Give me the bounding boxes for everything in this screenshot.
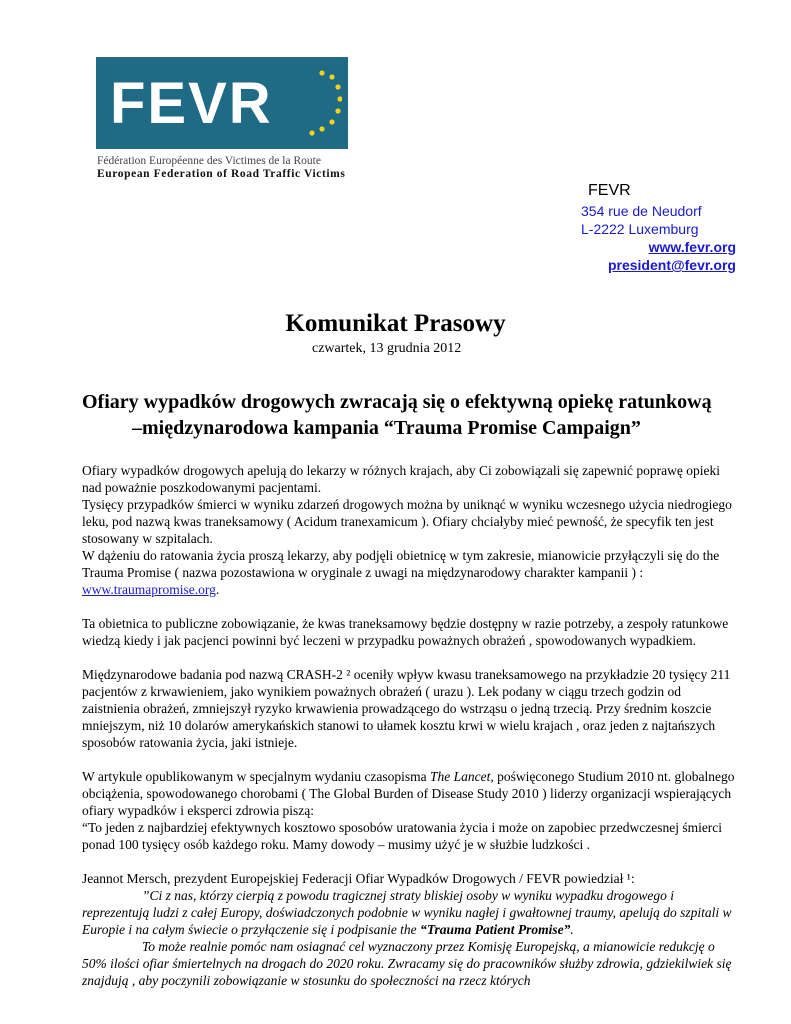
paragraph-3: Międzynarodowe badania pod nazwą CRASH-2 ² oceniły wpływ kwasu traneksamowego na przykładzie 20 tysięcy 211 pacjentów z krwawieniem, jako wynikiem poważnych obrażeń ( urazu ). Lek podany w ciągu trzech godzin od zaistnienia obrażeń, zmniejszył ryzyko krwawienia prowadzącego do wstrząsu o jedną trzecią. Przy średnim koszcie mniejszym, niż 10 dolarów amerykańskich stanowi to ułamek kosztu krwi w wielu krajach , oraz jeden z najtańszych sposobów ratowania życia, jaki istnieje. — [82, 667, 731, 750]
paragraph-4-start: W artykule opublikowanym w specjalnym wydaniu czasopisma — [82, 769, 431, 784]
journal-name: The Lancet, — [430, 769, 494, 784]
fevr-logo — [96, 57, 348, 149]
quote-a-bold: “Trauma Patient Promise” — [420, 922, 571, 937]
paragraph-2: Ta obietnica to publiczne zobowiązanie, że kwas traneksamowy będzie dostępny w razie potrzeby, a zespoły ratunkowe wiedzą kiedy i jak pacjenci powinni być leczeni w przypadku poważnych obrażeń , spowodowanych wypadkiem. — [82, 616, 729, 648]
contact-name: FEVR — [588, 182, 631, 199]
paragraph-1b: Tysięcy przypadków śmierci w wyniku zdarzeń drogowych można by uniknąć w wyniku wczesnego użycia niedrogiego leku, pod nazwą kwas traneksamowy ( Acidum tranexamicum ). Ofiary chciałyby mieć pewność, że specyfik ten jest stosowany w szpitalach. — [82, 497, 732, 546]
paragraph-4-quote: “To jeden z najbardziej efektywnych kosztowo sposobów uratowania życia i może on zapobiec przedwczesnej śmierci ponad 100 tysięcy osób każdego roku. Mamy dowody – musimy użyć je w służbie ludzkości . — [82, 820, 723, 852]
paragraph-4-rest: poświęconego Studium 2010 nt. globalnego obciążenia, spowodowanego chorobami ( The Global Burden of Disease Study 2010 ) liderzy organizacji wspierających ofiary wypadków i eksperci zdrowia piszą: — [82, 769, 735, 818]
traumapromise-link[interactable]: www.traumapromise.org — [82, 582, 216, 597]
quote-a-end: . — [570, 922, 574, 937]
paragraph-1c: W dążeniu do ratowania życia proszą lekarzy, aby podjęli obietnicę w tym zakresie, mianowicie przyłączyli się do the Trauma Promise ( nazwa pozostawiona w oryginale z uwagi na międzynarodowy charakter kampanii ) : — [82, 548, 720, 580]
email-link[interactable]: president@fevr.org — [607, 257, 736, 273]
quote-a — [82, 888, 731, 937]
paragraph-1a: Ofiary wypadków drogowych apelują do lekarzy w różnych krajach, aby Ci zobowiązali się zapewnić poprawę opieki nad poważnie poszkodowanymi pacjentami. — [82, 463, 721, 495]
contact-address-line2: L-2222 Luxemburg — [581, 221, 699, 237]
logo-text: FEVR — [110, 71, 273, 136]
website-link[interactable]: www.fevr.org — [648, 239, 736, 255]
quote-b-text: To może realnie pomóc nam osiagnać cel wyznaczony przez Komisję Europejską, a mianowicie redukcję o 50% ilości ofiar śmiertelnych na drogach do 2020 roku. Zwracamy się do pracowników służby zdrowia, gdziekilwiek się znajdują , aby poczynili zobowiązanie w stosunku do społeczności na rzecz których — [82, 939, 732, 988]
paragraph-4 — [82, 768, 742, 853]
eu-stars-icon — [302, 67, 342, 139]
logo-subtitle-fr: Fédération Européenne des Victimes de la Route — [97, 155, 321, 167]
quote-a-text: ”Ci z nas, którzy cierpią z powodu tragicznej straty bliskiej osoby w wyniku wypadku drogowego i reprezentują ludzi z całej Europy, doświadczonych podobnie w wyniku nagłej i gwałtownej traumy, apelują do szpitali w Europie i na całym świecie o przyłączenie się i podpisanie the — [82, 888, 732, 937]
headline-line2: –międzynarodowa kampania “Trauma Promise Campaign” — [132, 417, 641, 439]
paragraph-1 — [82, 462, 742, 598]
article-body — [82, 462, 742, 989]
release-date: czwartek, 13 grudnia 2012 — [312, 341, 462, 356]
contact-address-line1: 354 rue de Neudorf — [581, 203, 702, 219]
paragraph-5-intro: Jeannot Mersch, prezydent Europejskiej Federacji Ofiar Wypadków Drogowych / FEVR powiedział ¹: — [82, 871, 635, 886]
link-period: . — [215, 582, 220, 597]
paragraph-5 — [82, 870, 742, 989]
page-title: Komunikat Prasowy — [285, 310, 506, 337]
quote-b — [82, 939, 731, 988]
logo-subtitle-en: European Federation of Road Traffic Victims — [97, 168, 346, 180]
headline-line1: Ofiary wypadków drogowych zwracają się o efektywną opiekę ratunkową — [82, 391, 712, 413]
